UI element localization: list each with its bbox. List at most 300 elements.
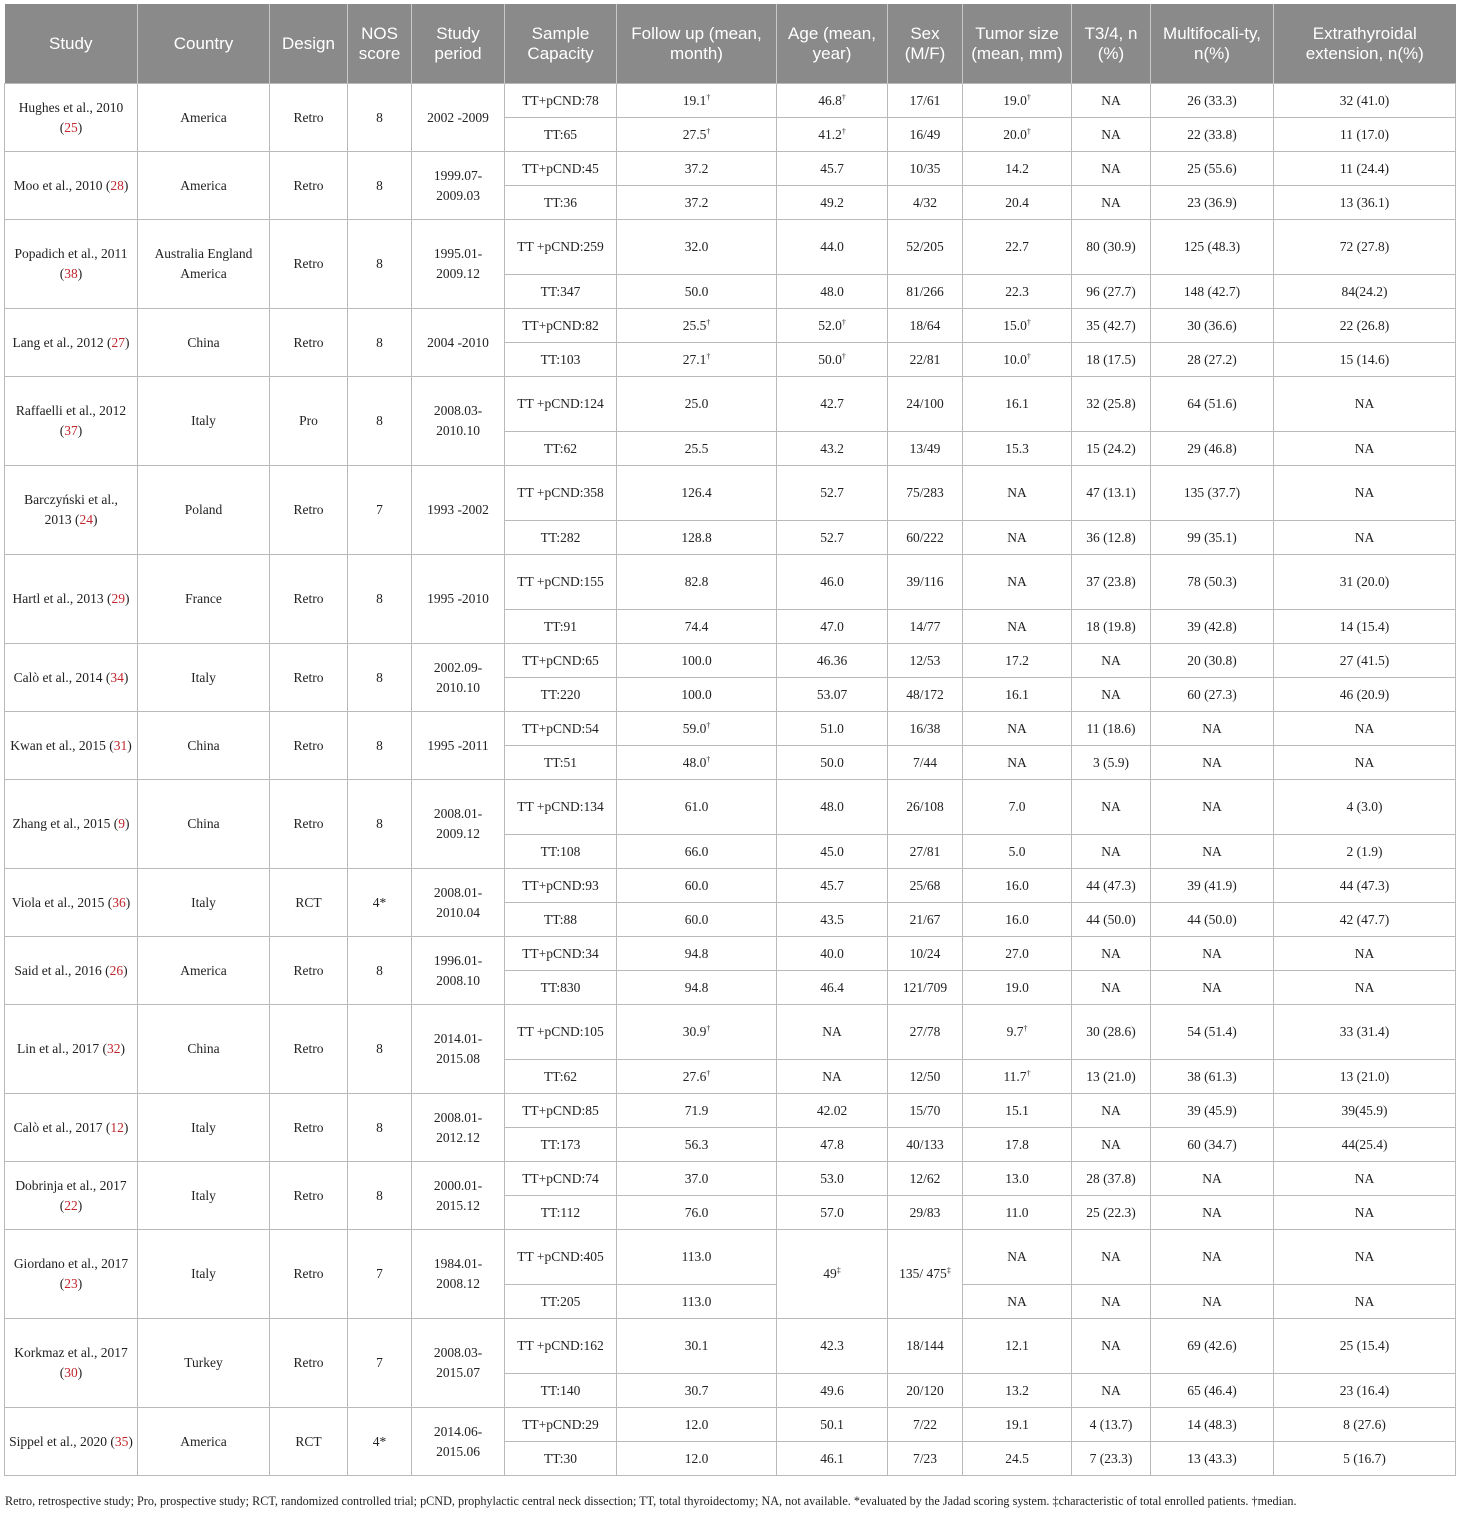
- study-period-cell: 1995 -2011: [412, 712, 505, 780]
- tumor-size-cell: NA: [963, 1230, 1072, 1285]
- ref-paren: ): [123, 669, 129, 685]
- extrathyroidal-extension-cell: NA: [1274, 746, 1456, 780]
- t34-cell: 18 (17.5): [1072, 343, 1151, 377]
- follow-up-cell: 25.5: [617, 432, 777, 466]
- multifocality-cell: 22 (33.8): [1151, 118, 1274, 152]
- nos-score-cell: 7: [348, 1230, 412, 1319]
- reference-link[interactable]: 22: [64, 1197, 78, 1213]
- study-name: Barczyński et al., 2013: [24, 492, 118, 527]
- age-cell: 53.0: [777, 1162, 888, 1196]
- header-cell: Extrathyroidal extension, n(%): [1274, 4, 1456, 84]
- extrathyroidal-extension-cell: 33 (31.4): [1274, 1005, 1456, 1060]
- t34-cell: NA: [1072, 780, 1151, 835]
- age-cell: 48.0: [777, 780, 888, 835]
- study-characteristics-table: [4, 4, 1456, 1476]
- study-name: Raffaelli et al., 2012: [15, 403, 127, 418]
- sample-capacity-cell: TT+pCND:82: [505, 309, 617, 343]
- sample-capacity-cell: TT +pCND:124: [505, 377, 617, 432]
- study-name: Calò et al., 2014: [13, 669, 103, 685]
- reference-link[interactable]: 36: [112, 894, 126, 910]
- sex-cell: 52/205: [888, 220, 963, 275]
- table-row: [5, 377, 1456, 432]
- extrathyroidal-extension-cell: 5 (16.7): [1274, 1442, 1456, 1476]
- ref-paren: (: [102, 177, 111, 193]
- extrathyroidal-extension-cell: 39(45.9): [1274, 1094, 1456, 1128]
- extrathyroidal-extension-cell: 8 (27.6): [1274, 1408, 1456, 1442]
- tumor-size-cell: 22.3: [963, 275, 1072, 309]
- nos-score-cell: 8: [348, 1005, 412, 1094]
- tumor-size-cell: NA: [963, 746, 1072, 780]
- follow-up-cell: 100.0: [617, 678, 777, 712]
- multifocality-cell: NA: [1151, 712, 1274, 746]
- follow-up-cell: 25.5†: [617, 309, 777, 343]
- multifocality-cell: 39 (45.9): [1151, 1094, 1274, 1128]
- sex-cell: 16/38: [888, 712, 963, 746]
- footnote-marker: †: [706, 126, 711, 136]
- header-cell: Tumor size (mean, mm): [963, 4, 1072, 84]
- sample-capacity-cell: TT:830: [505, 971, 617, 1005]
- sex-cell: 27/81: [888, 835, 963, 869]
- design-cell: Retro: [270, 1005, 348, 1094]
- multifocality-cell: 20 (30.8): [1151, 644, 1274, 678]
- sex-cell: 121/709: [888, 971, 963, 1005]
- tumor-size-cell: 14.2: [963, 152, 1072, 186]
- extrathyroidal-extension-cell: 25 (15.4): [1274, 1319, 1456, 1374]
- study-cell: [5, 1094, 138, 1162]
- design-cell: Retro: [270, 780, 348, 869]
- multifocality-cell: NA: [1151, 780, 1274, 835]
- ref-paren: ): [77, 119, 83, 135]
- extrathyroidal-extension-cell: 46 (20.9): [1274, 678, 1456, 712]
- follow-up-cell: 82.8: [617, 555, 777, 610]
- extrathyroidal-extension-cell: NA: [1274, 1162, 1456, 1196]
- study-name: Popadich et al., 2011: [14, 246, 128, 261]
- ref-paren: (: [59, 1197, 65, 1213]
- t34-cell: 44 (50.0): [1072, 903, 1151, 937]
- sample-capacity-cell: TT:173: [505, 1128, 617, 1162]
- table-row: [5, 84, 1456, 118]
- study-cell: [5, 712, 138, 780]
- age-cell: 50.0: [777, 746, 888, 780]
- design-cell: Retro: [270, 1094, 348, 1162]
- ref-paren: ): [127, 737, 132, 753]
- t34-cell: 80 (30.9): [1072, 220, 1151, 275]
- follow-up-cell: 126.4: [617, 466, 777, 521]
- tumor-size-cell: 19.0†: [963, 84, 1072, 118]
- ref-paren: ): [120, 1041, 125, 1056]
- header-cell: Follow up (mean, month): [617, 4, 777, 84]
- nos-score-cell: 8: [348, 712, 412, 780]
- sample-capacity-cell: TT +pCND:155: [505, 555, 617, 610]
- multifocality-cell: 14 (48.3): [1151, 1408, 1274, 1442]
- t34-cell: NA: [1072, 1128, 1151, 1162]
- sex-cell: 25/68: [888, 869, 963, 903]
- age-cell: 50.0†: [777, 343, 888, 377]
- sex-cell: 12/53: [888, 644, 963, 678]
- reference-link[interactable]: 27: [111, 334, 125, 350]
- nos-score-cell: 8: [348, 644, 412, 712]
- reference-link[interactable]: 28: [110, 177, 124, 193]
- multifocality-cell: 69 (42.6): [1151, 1319, 1274, 1374]
- country-cell: Australia England America: [138, 220, 270, 309]
- follow-up-cell: 32.0: [617, 220, 777, 275]
- table-row: [5, 712, 1456, 746]
- multifocality-cell: 60 (34.7): [1151, 1128, 1274, 1162]
- sex-cell: 18/144: [888, 1319, 963, 1374]
- sample-capacity-cell: TT +pCND:162: [505, 1319, 617, 1374]
- sample-capacity-cell: TT:62: [505, 1060, 617, 1094]
- ref-paren: (: [103, 591, 112, 606]
- header-cell: Sex (M/F): [888, 4, 963, 84]
- sex-cell: 75/283: [888, 466, 963, 521]
- sex-cell: 26/108: [888, 780, 963, 835]
- country-cell: Turkey: [138, 1319, 270, 1408]
- age-cell: 40.0: [777, 937, 888, 971]
- study-cell: [5, 152, 138, 220]
- study-period-cell: 2002.09-2010.10: [412, 644, 505, 712]
- sex-cell: 12/50: [888, 1060, 963, 1094]
- multifocality-cell: NA: [1151, 746, 1274, 780]
- study-name: Korkmaz et al., 2017: [14, 1345, 128, 1360]
- sample-capacity-cell: TT:282: [505, 521, 617, 555]
- design-cell: Retro: [270, 1230, 348, 1319]
- ref-paren: (: [104, 894, 113, 910]
- tumor-size-cell: 20.4: [963, 186, 1072, 220]
- header-cell: Age (mean, year): [777, 4, 888, 84]
- multifocality-cell: NA: [1151, 971, 1274, 1005]
- t34-cell: 4 (13.7): [1072, 1408, 1151, 1442]
- table-row: [5, 1230, 1456, 1285]
- nos-score-cell: 8: [348, 309, 412, 377]
- table-row: [5, 780, 1456, 835]
- ref-paren: (: [59, 1365, 65, 1380]
- study-period-cell: 2004 -2010: [412, 309, 505, 377]
- multifocality-cell: 125 (48.3): [1151, 220, 1274, 275]
- sex-cell: 13/49: [888, 432, 963, 466]
- table-row: [5, 1162, 1456, 1196]
- multifocality-cell: NA: [1151, 1196, 1274, 1230]
- country-cell: France: [138, 555, 270, 644]
- country-cell: Italy: [138, 377, 270, 466]
- tumor-size-cell: NA: [963, 1285, 1072, 1319]
- ref-paren: (: [110, 816, 119, 831]
- ref-paren: (: [101, 962, 110, 978]
- sex-cell: 7/22: [888, 1408, 963, 1442]
- reference-link[interactable]: 25: [64, 119, 78, 135]
- footnote-marker: †: [1026, 126, 1031, 136]
- age-cell: 46.1: [777, 1442, 888, 1476]
- extrathyroidal-extension-cell: 14 (15.4): [1274, 610, 1456, 644]
- reference-link[interactable]: 32: [106, 1041, 121, 1056]
- sex-cell: 40/133: [888, 1128, 963, 1162]
- follow-up-cell: 27.1†: [617, 343, 777, 377]
- reference-link[interactable]: 26: [109, 962, 124, 978]
- design-cell: Retro: [270, 937, 348, 1005]
- sex-cell: 16/49: [888, 118, 963, 152]
- ref-paren: (: [59, 423, 65, 438]
- t34-cell: 15 (24.2): [1072, 432, 1151, 466]
- follow-up-cell: 30.9†: [617, 1005, 777, 1060]
- follow-up-cell: 61.0: [617, 780, 777, 835]
- sample-capacity-cell: TT:88: [505, 903, 617, 937]
- header-cell: T3/4, n (%): [1072, 4, 1151, 84]
- design-cell: Retro: [270, 712, 348, 780]
- tumor-size-cell: 13.0: [963, 1162, 1072, 1196]
- sample-capacity-cell: TT:103: [505, 343, 617, 377]
- follow-up-cell: 94.8: [617, 971, 777, 1005]
- multifocality-cell: NA: [1151, 1230, 1274, 1285]
- ref-paren: ): [77, 1276, 83, 1291]
- country-cell: Poland: [138, 466, 270, 555]
- multifocality-cell: 65 (46.4): [1151, 1374, 1274, 1408]
- tumor-size-cell: 24.5: [963, 1442, 1072, 1476]
- extrathyroidal-extension-cell: 32 (41.0): [1274, 84, 1456, 118]
- sex-cell: 10/24: [888, 937, 963, 971]
- extrathyroidal-extension-cell: NA: [1274, 1230, 1456, 1285]
- sex-cell: 24/100: [888, 377, 963, 432]
- tumor-size-cell: 12.1: [963, 1319, 1072, 1374]
- table-row: [5, 1094, 1456, 1128]
- tumor-size-cell: 16.0: [963, 869, 1072, 903]
- country-cell: Italy: [138, 1230, 270, 1319]
- tumor-size-cell: 27.0: [963, 937, 1072, 971]
- footnote-marker: †: [1026, 1068, 1031, 1078]
- footnote-marker: †: [706, 1024, 711, 1033]
- study-period-cell: 1999.07-2009.03: [412, 152, 505, 220]
- reference-link[interactable]: 34: [110, 669, 124, 685]
- extrathyroidal-extension-cell: 27 (41.5): [1274, 644, 1456, 678]
- study-name: Hartl et al., 2013: [12, 591, 104, 606]
- multifocality-cell: 23 (36.9): [1151, 186, 1274, 220]
- sex-cell: 81/266: [888, 275, 963, 309]
- sample-capacity-cell: TT+pCND:34: [505, 937, 617, 971]
- follow-up-cell: 19.1†: [617, 84, 777, 118]
- reference-link[interactable]: 30: [64, 1365, 78, 1380]
- reference-link[interactable]: 35: [114, 1433, 129, 1449]
- reference-link[interactable]: 24: [79, 512, 93, 527]
- follow-up-cell: 25.0: [617, 377, 777, 432]
- table-row: [5, 466, 1456, 521]
- study-period-cell: 1996.01-2008.10: [412, 937, 505, 1005]
- multifocality-cell: 78 (50.3): [1151, 555, 1274, 610]
- nos-score-cell: 8: [348, 84, 412, 152]
- table-row: [5, 555, 1456, 610]
- follow-up-cell: 37.2: [617, 186, 777, 220]
- tumor-size-cell: 22.7: [963, 220, 1072, 275]
- study-period-cell: 2008.03-2010.10: [412, 377, 505, 466]
- tumor-size-cell: NA: [963, 712, 1072, 746]
- age-cell: 49.2: [777, 186, 888, 220]
- sample-capacity-cell: TT +pCND:405: [505, 1230, 617, 1285]
- header-cell: Study: [5, 4, 138, 84]
- multifocality-cell: 30 (36.6): [1151, 309, 1274, 343]
- study-name: Kwan et al., 2015: [10, 737, 106, 753]
- study-cell: [5, 309, 138, 377]
- study-cell: [5, 1005, 138, 1094]
- t34-cell: 30 (28.6): [1072, 1005, 1151, 1060]
- extrathyroidal-extension-cell: 2 (1.9): [1274, 835, 1456, 869]
- extrathyroidal-extension-cell: 23 (16.4): [1274, 1374, 1456, 1408]
- multifocality-cell: 44 (50.0): [1151, 903, 1274, 937]
- multifocality-cell: 99 (35.1): [1151, 521, 1274, 555]
- study-name: Sippel et al., 2020: [9, 1433, 107, 1449]
- nos-score-cell: 7: [348, 1319, 412, 1408]
- tumor-size-cell: NA: [963, 555, 1072, 610]
- design-cell: RCT: [270, 1408, 348, 1476]
- t34-cell: 35 (42.7): [1072, 309, 1151, 343]
- tumor-size-cell: 5.0: [963, 835, 1072, 869]
- ref-paren: ): [124, 591, 130, 606]
- tumor-size-cell: 7.0: [963, 780, 1072, 835]
- design-cell: Retro: [270, 466, 348, 555]
- nos-score-cell: 8: [348, 555, 412, 644]
- reference-link[interactable]: 9: [118, 816, 125, 831]
- tumor-size-cell: 16.1: [963, 377, 1072, 432]
- extrathyroidal-extension-cell: 15 (14.6): [1274, 343, 1456, 377]
- follow-up-cell: 12.0: [617, 1442, 777, 1476]
- ref-paren: (: [103, 334, 112, 350]
- sample-capacity-cell: TT:108: [505, 835, 617, 869]
- age-cell: 47.8: [777, 1128, 888, 1162]
- t34-cell: 3 (5.9): [1072, 746, 1151, 780]
- nos-score-cell: 8: [348, 780, 412, 869]
- reference-link[interactable]: 29: [111, 591, 125, 606]
- extrathyroidal-extension-cell: NA: [1274, 971, 1456, 1005]
- multifocality-cell: 135 (37.7): [1151, 466, 1274, 521]
- sample-capacity-cell: TT+pCND:93: [505, 869, 617, 903]
- extrathyroidal-extension-cell: 13 (36.1): [1274, 186, 1456, 220]
- t34-cell: NA: [1072, 971, 1151, 1005]
- age-cell: NA: [777, 1060, 888, 1094]
- t34-cell: 11 (18.6): [1072, 712, 1151, 746]
- extrathyroidal-extension-cell: NA: [1274, 466, 1456, 521]
- country-cell: China: [138, 309, 270, 377]
- multifocality-cell: NA: [1151, 1285, 1274, 1319]
- study-cell: [5, 1408, 138, 1476]
- ref-paren: (: [59, 1276, 65, 1291]
- footnote-marker: †: [841, 92, 846, 102]
- ref-paren: ): [92, 512, 98, 527]
- study-cell: [5, 1230, 138, 1319]
- header-cell: NOS score: [348, 4, 412, 84]
- t34-cell: 32 (25.8): [1072, 377, 1151, 432]
- header-cell: Study period: [412, 4, 505, 84]
- extrathyroidal-extension-cell: NA: [1274, 377, 1456, 432]
- extrathyroidal-extension-cell: 84(24.2): [1274, 275, 1456, 309]
- ref-paren: (: [59, 119, 65, 135]
- study-cell: [5, 644, 138, 712]
- table-row: [5, 220, 1456, 275]
- study-cell: [5, 220, 138, 309]
- sample-capacity-cell: TT:91: [505, 610, 617, 644]
- multifocality-cell: NA: [1151, 937, 1274, 971]
- t34-cell: NA: [1072, 1374, 1151, 1408]
- footnote-marker: †: [706, 1068, 711, 1078]
- tumor-size-cell: 10.0†: [963, 343, 1072, 377]
- study-cell: [5, 84, 138, 152]
- sex-cell: 18/64: [888, 309, 963, 343]
- ref-paren: (: [71, 512, 80, 527]
- multifocality-cell: 39 (41.9): [1151, 869, 1274, 903]
- sample-capacity-cell: TT:62: [505, 432, 617, 466]
- sex-cell: 48/172: [888, 678, 963, 712]
- t34-cell: 47 (13.1): [1072, 466, 1151, 521]
- nos-score-cell: 7: [348, 466, 412, 555]
- tumor-size-cell: 11.7†: [963, 1060, 1072, 1094]
- age-cell: 50.1: [777, 1408, 888, 1442]
- nos-score-cell: 8: [348, 152, 412, 220]
- ref-paren: ): [124, 334, 130, 350]
- table-row: [5, 869, 1456, 903]
- sex-cell: 27/78: [888, 1005, 963, 1060]
- study-period-cell: 2008.01-2010.04: [412, 869, 505, 937]
- ref-paren: (: [102, 1119, 111, 1135]
- country-cell: China: [138, 780, 270, 869]
- follow-up-cell: 50.0: [617, 275, 777, 309]
- age-cell: 52.7: [777, 466, 888, 521]
- tumor-size-cell: NA: [963, 610, 1072, 644]
- table-body: [5, 84, 1456, 1476]
- footnote-marker: †: [841, 351, 846, 361]
- age-cell: 47.0: [777, 610, 888, 644]
- study-cell: [5, 555, 138, 644]
- sex-cell: 7/23: [888, 1442, 963, 1476]
- header-cell: Sample Capacity: [505, 4, 617, 84]
- footnote-marker: †: [706, 317, 711, 327]
- reference-link[interactable]: 12: [110, 1119, 124, 1135]
- table-row: [5, 644, 1456, 678]
- reference-link[interactable]: 38: [64, 266, 78, 281]
- footnote-marker: †: [706, 754, 711, 764]
- t34-cell: NA: [1072, 1319, 1151, 1374]
- multifocality-cell: 39 (42.8): [1151, 610, 1274, 644]
- follow-up-cell: 74.4: [617, 610, 777, 644]
- header-cell: Country: [138, 4, 270, 84]
- tumor-size-cell: 11.0: [963, 1196, 1072, 1230]
- footnote-marker: †: [706, 351, 711, 361]
- ref-paren: ): [77, 1365, 83, 1380]
- study-period-cell: 2008.01-2009.12: [412, 780, 505, 869]
- country-cell: America: [138, 937, 270, 1005]
- age-cell: 45.7: [777, 869, 888, 903]
- study-period-cell: 1995.01-2009.12: [412, 220, 505, 309]
- ref-paren: ): [77, 423, 83, 438]
- t34-cell: 36 (12.8): [1072, 521, 1151, 555]
- sample-capacity-cell: TT +pCND:358: [505, 466, 617, 521]
- follow-up-cell: 100.0: [617, 644, 777, 678]
- extrathyroidal-extension-cell: 44(25.4): [1274, 1128, 1456, 1162]
- sample-capacity-cell: TT:220: [505, 678, 617, 712]
- sample-capacity-cell: TT:205: [505, 1285, 617, 1319]
- t34-cell: 18 (19.8): [1072, 610, 1151, 644]
- age-cell: 49.6: [777, 1374, 888, 1408]
- multifocality-cell: 13 (43.3): [1151, 1442, 1274, 1476]
- follow-up-cell: 60.0: [617, 869, 777, 903]
- sample-capacity-cell: TT+pCND:78: [505, 84, 617, 118]
- extrathyroidal-extension-cell: NA: [1274, 712, 1456, 746]
- sex-cell: 29/83: [888, 1196, 963, 1230]
- reference-link[interactable]: 37: [64, 423, 78, 438]
- tumor-size-cell: 15.3: [963, 432, 1072, 466]
- reference-link[interactable]: 31: [113, 737, 128, 753]
- extrathyroidal-extension-cell: NA: [1274, 1196, 1456, 1230]
- study-period-cell: 2014.06-2015.06: [412, 1408, 505, 1476]
- country-cell: America: [138, 152, 270, 220]
- ref-paren: ): [124, 816, 130, 831]
- extrathyroidal-extension-cell: 11 (17.0): [1274, 118, 1456, 152]
- reference-link[interactable]: 23: [64, 1276, 78, 1291]
- follow-up-cell: 76.0: [617, 1196, 777, 1230]
